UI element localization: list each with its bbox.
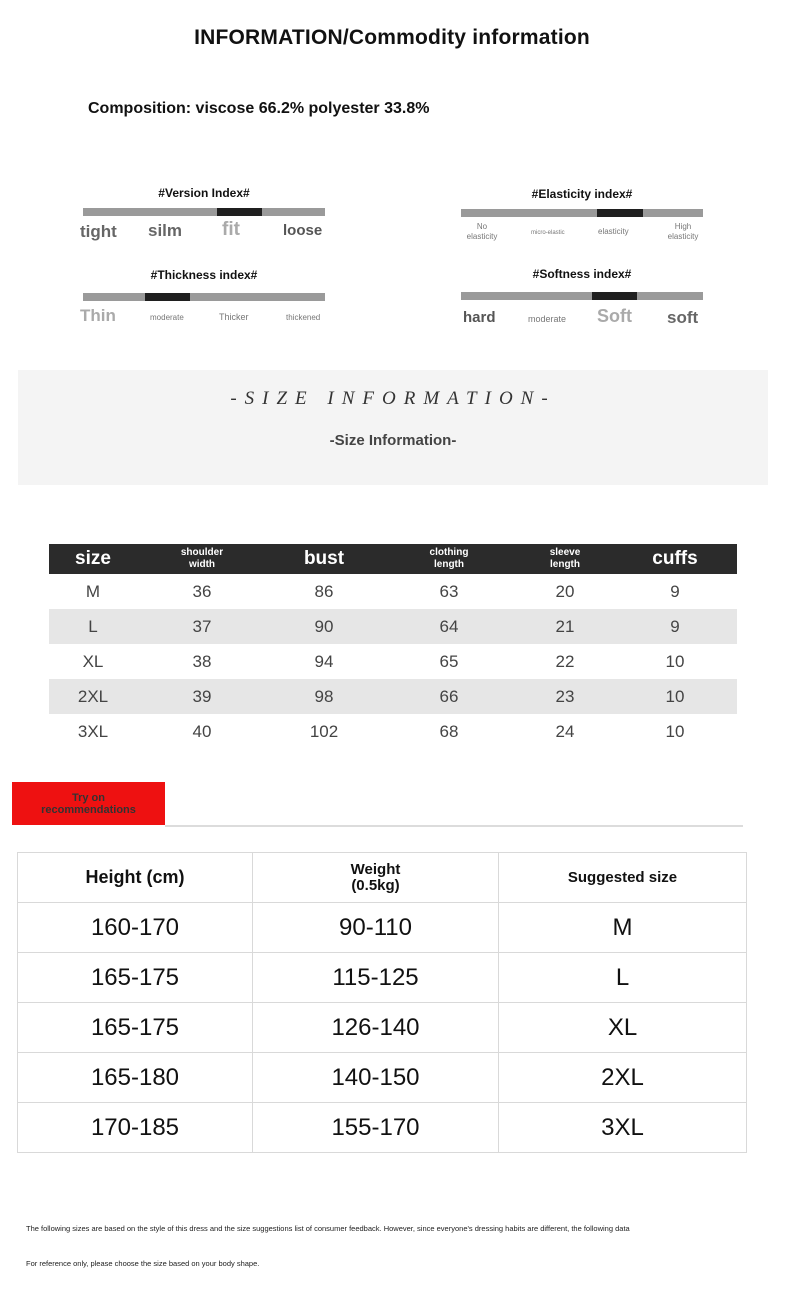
size-cell: M: [85, 581, 101, 601]
size-header-cuffs: cuffs: [613, 544, 737, 574]
cuffs-cell: 9: [613, 609, 737, 644]
length-cell: 68: [439, 721, 459, 741]
softness-index-title: #Softness index#: [532, 267, 632, 281]
weight-cell: 126-140: [253, 1003, 499, 1053]
elasticity-label-none: No elasticity: [466, 222, 498, 241]
elasticity-label-micro: micro-elastic: [531, 230, 565, 236]
cuffs-cell: 10: [665, 721, 685, 741]
elasticity-index-title: #Elasticity index#: [531, 187, 633, 201]
suggested-size-cell: 3XL: [499, 1103, 747, 1153]
thickness-label-thicker: Thicker: [219, 312, 249, 322]
thickness-index-title: #Thickness index#: [150, 268, 258, 282]
sleeve-cell: 24: [555, 721, 575, 741]
table-row: [18, 1103, 747, 1153]
suggested-size-cell: M: [499, 903, 747, 953]
size-header-length: [381, 544, 517, 574]
bust-cell: 90: [267, 609, 381, 644]
height-cell: 165-175: [18, 953, 253, 1003]
version-index-bar: [83, 208, 325, 216]
softness-index-marker: [592, 292, 637, 300]
table-row: [49, 644, 737, 679]
thickness-index-bar: [83, 293, 325, 301]
recommendation-table: [17, 852, 747, 1153]
shoulder-cell: 37: [137, 609, 267, 644]
size-information-subheading: -Size Information-: [329, 432, 457, 449]
shoulder-cell: 39: [137, 679, 267, 714]
weight-cell: 90-110: [253, 903, 499, 953]
softness-label-soft-selected: Soft: [597, 306, 632, 326]
bust-cell: 94: [314, 651, 334, 671]
table-row: [49, 574, 737, 609]
suggested-size-cell: 2XL: [499, 1053, 747, 1103]
suggested-size-cell: L: [499, 953, 747, 1003]
thickness-index: [80, 268, 325, 328]
softness-index: [461, 267, 703, 327]
table-row: [49, 679, 737, 714]
rec-header-size: Suggested size: [499, 853, 747, 903]
version-label-fit: fit: [222, 219, 240, 240]
rec-header-height: Height (cm): [18, 853, 253, 903]
softness-label-hard: hard: [463, 309, 496, 326]
try-on-divider: [165, 825, 743, 827]
size-header-bust: bust: [267, 544, 381, 574]
try-on-badge-text: Try on recommendations: [41, 792, 136, 816]
softness-label-soft: soft: [667, 308, 699, 327]
weight-cell: 115-125: [253, 953, 499, 1003]
length-cell: 66: [381, 679, 517, 714]
bust-cell: 98: [267, 679, 381, 714]
composition-text: Composition: viscose 66.2% polyester 33.8%: [88, 100, 430, 117]
shoulder-cell: 40: [192, 721, 212, 741]
height-cell: 160-170: [18, 903, 253, 953]
table-row: [49, 714, 737, 749]
recommendation-header: [18, 853, 747, 903]
size-table-header: [49, 544, 737, 574]
elasticity-label-high: High elasticity: [667, 222, 699, 241]
footnote-line-2: For reference only, please choose the size based on your body shape.: [26, 1259, 260, 1268]
page-title: INFORMATION/Commodity information: [194, 26, 590, 49]
version-label-silm: silm: [148, 221, 183, 240]
size-information-banner: [18, 370, 768, 485]
size-header-shoulder: [137, 544, 267, 574]
size-cell: 2XL: [49, 679, 137, 714]
length-cell: 65: [439, 651, 459, 671]
bust-cell: 102: [309, 721, 339, 741]
size-header-sleeve-text: sleeve length: [549, 547, 581, 570]
version-index-marker: [217, 208, 262, 216]
softness-label-moderate: moderate: [528, 314, 567, 324]
shoulder-cell: 36: [192, 581, 212, 601]
sleeve-cell: 20: [555, 581, 575, 601]
size-header-length-text: clothing length: [429, 547, 469, 570]
table-row: [18, 1003, 747, 1053]
rec-header-weight: [253, 853, 499, 903]
length-cell: 63: [439, 581, 459, 601]
table-row: [18, 1053, 747, 1103]
thickness-label-moderate: moderate: [150, 313, 184, 322]
elasticity-label-elasticity: elasticity: [598, 227, 629, 236]
size-cell: 3XL: [77, 721, 109, 741]
size-cell: XL: [82, 651, 104, 671]
size-header-size: size: [49, 544, 137, 574]
thickness-label-thin: Thin: [80, 306, 116, 325]
elasticity-index: [461, 187, 703, 247]
thickness-label-thickened: thickened: [286, 313, 321, 322]
size-header-sleeve: [517, 544, 613, 574]
height-cell: 170-185: [18, 1103, 253, 1153]
rec-header-weight-text: Weight (0.5kg): [350, 860, 401, 894]
size-information-heading: -SIZE INFORMATION-: [230, 388, 556, 409]
elasticity-index-marker: [597, 209, 643, 217]
size-header-shoulder-text: shoulder width: [180, 547, 224, 570]
sleeve-cell: 22: [555, 651, 575, 671]
version-index-title: #Version Index#: [158, 186, 250, 200]
table-row: [49, 609, 737, 644]
bust-cell: 86: [314, 581, 334, 601]
softness-index-bar: [461, 292, 703, 300]
try-on-badge: [12, 782, 165, 825]
weight-cell: 155-170: [253, 1103, 499, 1153]
sleeve-cell: 21: [517, 609, 613, 644]
weight-cell: 140-150: [253, 1053, 499, 1103]
footnote-line-1: The following sizes are based on the style of this dress and the size suggestions list of consumer feedback. However, since everyone's dressing habits are different, the following data: [26, 1224, 630, 1233]
suggested-size-cell: XL: [499, 1003, 747, 1053]
height-cell: 165-180: [18, 1053, 253, 1103]
version-label-loose: loose: [283, 222, 323, 239]
table-row: [18, 953, 747, 1003]
version-index: [80, 186, 325, 246]
cuffs-cell: 10: [613, 679, 737, 714]
sleeve-cell: 23: [517, 679, 613, 714]
elasticity-index-bar: [461, 209, 703, 217]
cuffs-cell: 9: [670, 581, 680, 601]
thickness-index-marker: [145, 293, 190, 301]
cuffs-cell: 10: [665, 651, 685, 671]
version-label-tight: tight: [80, 222, 117, 241]
size-table: [49, 544, 737, 749]
length-cell: 64: [381, 609, 517, 644]
height-cell: 165-175: [18, 1003, 253, 1053]
table-row: [18, 903, 747, 953]
size-cell: L: [49, 609, 137, 644]
shoulder-cell: 38: [192, 651, 212, 671]
